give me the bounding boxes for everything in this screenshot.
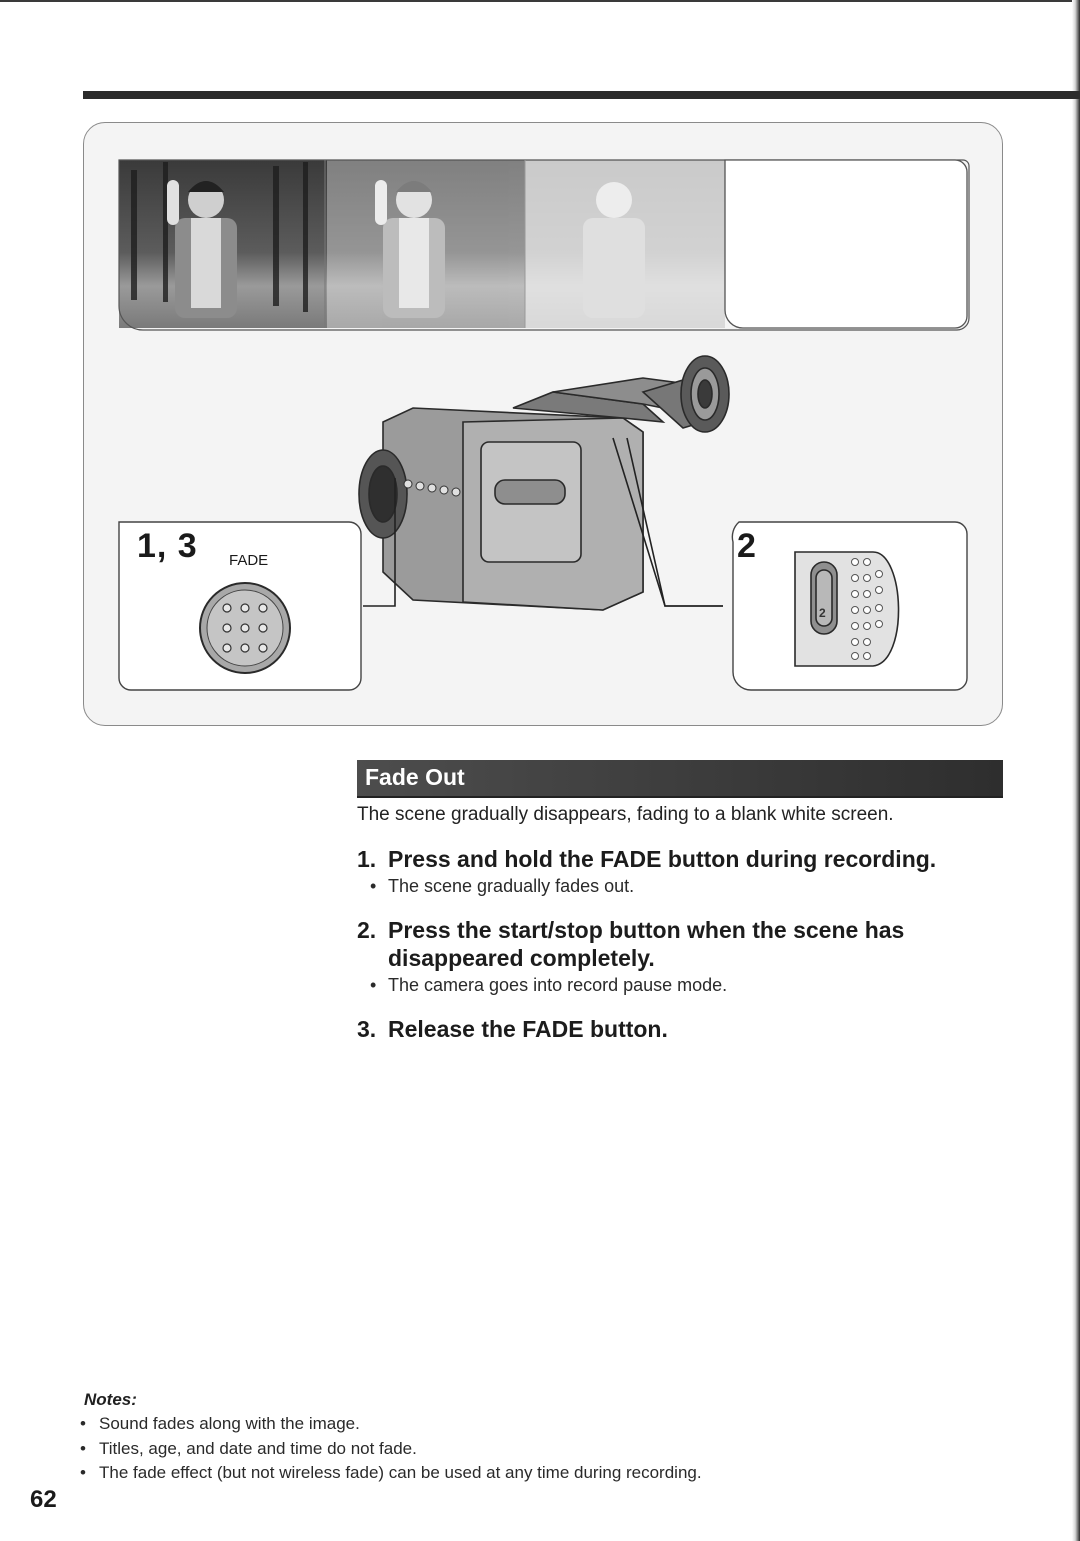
- fade-illustration: [83, 122, 1003, 726]
- step-3-number: 3.: [357, 1016, 377, 1042]
- page-top-edge: [0, 0, 1080, 2]
- label-steps-1-3: 1, 3: [137, 527, 198, 565]
- step-2-text-line2: disappeared completely.: [388, 945, 655, 971]
- step-1-text: Press and hold the FADE button during recording.: [388, 846, 937, 872]
- fade-button-drawing: [200, 583, 290, 673]
- note-item: [80, 1414, 360, 1434]
- note-text: Sound fades along with the image.: [99, 1414, 360, 1433]
- step-2: [357, 916, 904, 972]
- note-item: [80, 1463, 702, 1483]
- page-right-edge: [1072, 0, 1080, 1541]
- camcorder-drawing: [359, 356, 729, 610]
- notes-title: Notes:: [84, 1390, 137, 1409]
- photo-frame-3: [525, 160, 725, 328]
- section-heading-bar: [357, 760, 1003, 798]
- step-3-text: Release the FADE button.: [388, 1016, 668, 1042]
- page-number: 62: [30, 1486, 57, 1513]
- top-rule: [83, 91, 1080, 99]
- photo-frame-1: [119, 160, 327, 328]
- bullet-glyph: •: [370, 975, 377, 995]
- note-text: The fade effect (but not wireless fade) can be used at any time during recording.: [99, 1463, 702, 1482]
- step-2-number: 2.: [357, 917, 377, 943]
- step-1-bullet: [370, 876, 634, 897]
- section-heading: Fade Out: [365, 764, 465, 790]
- bullet-glyph: •: [80, 1439, 86, 1458]
- label-fade: FADE: [229, 552, 269, 569]
- label-start-stop-button: 2: [819, 606, 826, 620]
- photo-frame-2: [325, 160, 525, 328]
- note-item: [80, 1439, 417, 1459]
- label-step-2: 2: [737, 527, 756, 565]
- step-1-number: 1.: [357, 846, 377, 872]
- step-1-bullet-text: The scene gradually fades out.: [388, 876, 635, 896]
- bullet-glyph: •: [80, 1414, 86, 1433]
- bullet-glyph: •: [80, 1463, 86, 1482]
- step-2-text-line1: Press the start/stop button when the scene has: [388, 917, 905, 943]
- bullet-glyph: •: [370, 876, 377, 896]
- step-2-bullet: [370, 975, 727, 996]
- section-intro: The scene gradually disappears, fading to a blank white screen.: [357, 804, 894, 825]
- step-1: [357, 845, 936, 873]
- note-text: Titles, age, and date and time do not fade.: [99, 1439, 417, 1458]
- step-3: [357, 1015, 668, 1043]
- step-2-bullet-text: The camera goes into record pause mode.: [388, 975, 728, 995]
- remote-control-drawing: [795, 552, 899, 666]
